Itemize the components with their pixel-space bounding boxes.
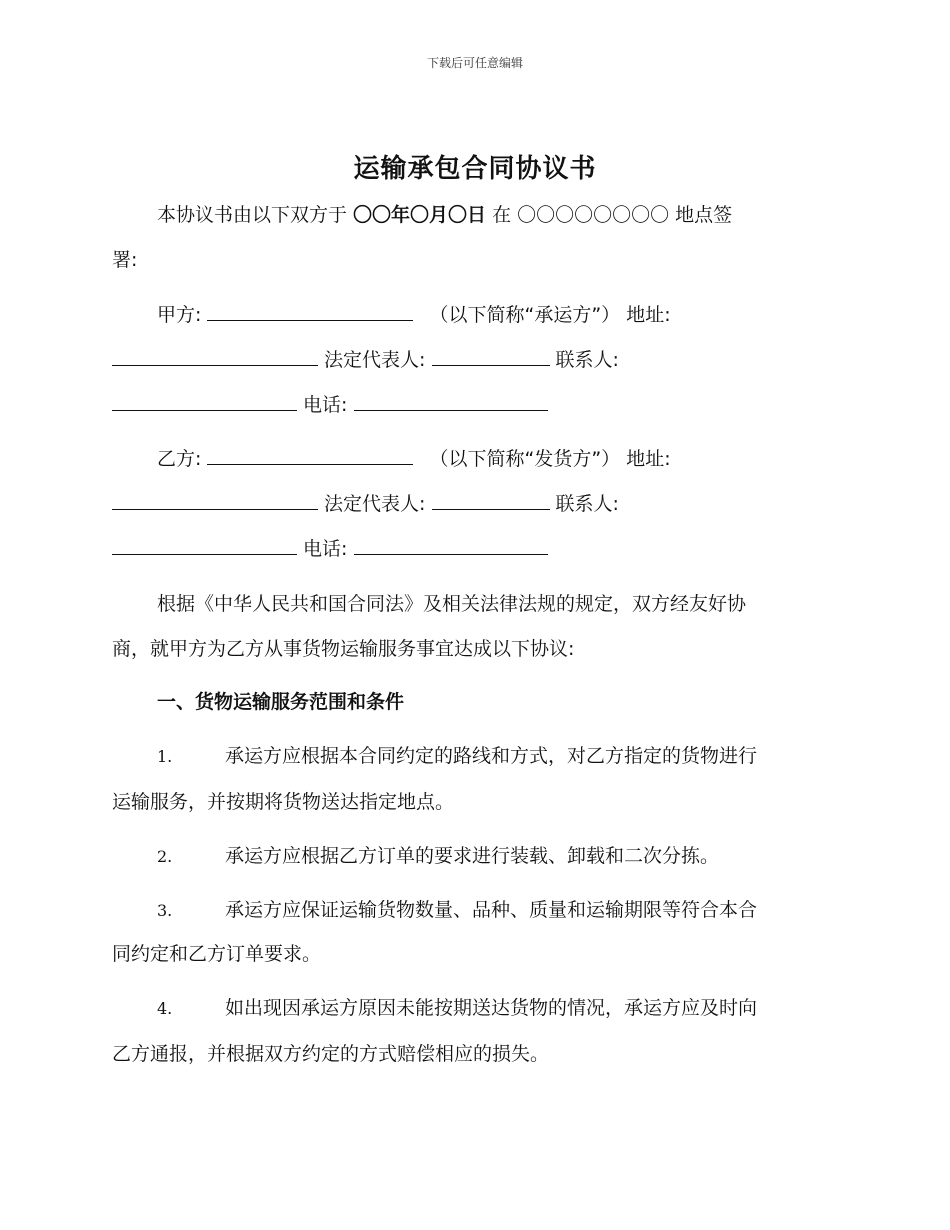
item-2-line-1 [157,841,719,868]
party-a-line-1 [157,300,671,327]
party-a-contact-field[interactable] [112,392,297,411]
item-4-line-1 [157,993,757,1020]
intro-text-1: 本协议书由以下双方于 [157,204,354,226]
party-a-address-field[interactable] [112,347,318,366]
item-1-line-1 [157,741,757,768]
party-b-address-field[interactable] [112,491,318,510]
item-4-text: 如出现因承运方原因未能按期送达货物的情况，承运方应及时向 [225,997,758,1019]
party-a-alias: （以下简称“承运方”） 地址: [429,304,671,326]
basis-line-2: 商，就甲方为乙方从事货物运输服务事宜达成以下协议: [112,638,575,660]
party-a-rep-field[interactable] [432,347,550,366]
party-b-phone-field[interactable] [354,536,548,555]
item-3-text: 承运方应保证运输货物数量、品种、质量和运输期限等符合本合 [225,899,758,921]
party-b-line-2 [112,489,619,516]
party-a-rep-label: 法定代表人: [324,349,426,371]
party-b-name-field[interactable] [207,446,413,465]
party-b-label: 乙方: [157,448,202,470]
intro-line [157,200,732,227]
item-3-line-2: 同约定和乙方订单要求。 [112,943,322,965]
intro-text-2: 在 〇〇〇〇〇〇〇〇 地点签 [486,204,733,226]
item-3-number: 3. [157,901,173,920]
party-b-contact-label: 联系人: [555,493,619,515]
header-note: 下载后可任意编辑 [426,56,523,70]
party-b-phone-label: 电话: [303,538,348,560]
party-a-phone-field[interactable] [354,392,548,411]
intro-line-cont: 署: [112,249,138,271]
intro-date: 〇〇年〇月〇日 [353,204,487,226]
item-1-text: 承运方应根据本合同约定的路线和方式，对乙方指定的货物进行 [225,745,758,767]
party-b-line-3 [112,534,548,561]
party-b-alias: （以下简称“发货方”） 地址: [429,448,671,470]
party-a-name-field[interactable] [207,302,413,321]
item-1-number: 1. [157,747,173,766]
item-4-number: 4. [157,999,173,1018]
document-title: 运输承包合同协议书 [353,154,597,184]
party-a-line-3 [112,390,548,417]
item-2-number: 2. [157,847,173,866]
party-a-phone-label: 电话: [303,394,348,416]
party-b-contact-field[interactable] [112,536,297,555]
basis-line-1: 根据《中华人民共和国合同法》及相关法律法规的规定，双方经友好协 [157,593,747,615]
item-1-line-2: 运输服务，并按期将货物送达指定地点。 [112,791,455,813]
item-4-line-2: 乙方通报，并根据双方约定的方式赔偿相应的损失。 [112,1043,550,1065]
party-a-line-2 [112,345,619,372]
item-2-text: 承运方应根据乙方订单的要求进行装载、卸载和二次分拣。 [225,845,720,867]
party-b-line-1 [157,444,671,471]
party-a-contact-label: 联系人: [555,349,619,371]
party-b-rep-label: 法定代表人: [324,493,426,515]
item-3-line-1 [157,895,757,922]
party-a-label: 甲方: [157,304,202,326]
section-1-heading: 一、货物运输服务范围和条件 [157,691,405,713]
party-b-rep-field[interactable] [432,491,550,510]
